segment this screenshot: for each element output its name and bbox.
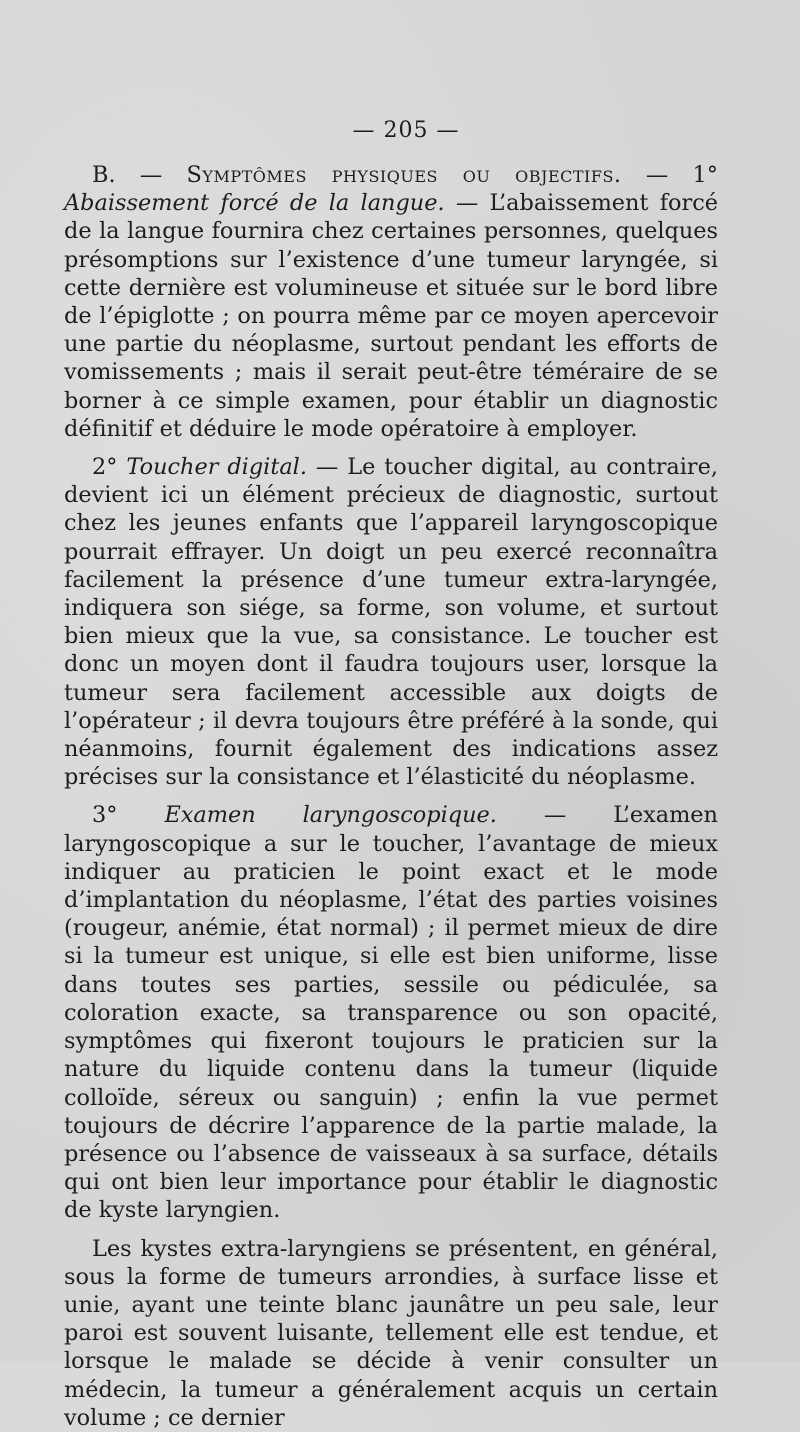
subsection-title: Examen laryngoscopique.	[164, 802, 497, 829]
subsection-title: Toucher digital.	[126, 454, 307, 481]
subsection-number: 1°	[692, 162, 718, 188]
dash: —	[115, 162, 187, 188]
paragraph-examen-laryngoscopique	[64, 801, 718, 1224]
page-number: — 205 —	[352, 118, 460, 143]
paragraph-text: L’examen laryngoscopique a sur le toucher, l’avantage de mieux indiquer au praticien le point exact et le mode d’implantation du néoplasme, l’état des parties voisines (rougeur, anémie, état normal) ; il permet mieux de dire si la tumeur est unique, si elle est bien uniforme, lisse dans toutes ses parties, sessile ou pédiculée, sa coloration exacte, sa transparence ou son opacité, symptômes qui fixeront toujours le praticien sur la nature du liquide contenu dans la tumeur (liquide colloïde, séreux ou sanguin) ; enfin la vue permet toujours de décrire l’apparence de la partie malade, la présence ou l’absence de vaisseaux à sa surface, détails qui ont bien leur importance pour établir le diagnostic de kyste laryngien.	[64, 802, 718, 1224]
dash: —	[444, 190, 490, 217]
section-heading: Symptômes physiques ou objectifs.	[186, 162, 622, 188]
paragraph-text: L’abaissement forcé de la langue fournira chez certaines personnes, quelques présomptions sur l’existence d’une tumeur laryngée, si cette dernière est volumineuse et située sur le bord libre de l’épiglotte ; on pourra même par ce moyen apercevoir une partie du néoplasme, surtout pendant les efforts de vomissements ; mais il serait peut-être téméraire de se borner à ce simple examen, pour établir un diagnostic définitif et déduire le mode opératoire à employer.	[64, 190, 718, 442]
subsection-number: 3°	[92, 802, 118, 829]
paragraph-section-b	[64, 161, 718, 443]
dash: —	[621, 162, 693, 188]
paragraph-text: Les kystes extra-laryngiens se présentent, en général, sous la forme de tumeurs arrondies, à surface lisse et unie, ayant une teinte blanc jaunâtre un peu sale, leur paroi est souvent luisante, tellement elle est tendue, et lorsque le malade se décide à venir consulter un médecin, la tumeur a généralement acquis un certain volume ; ce dernier	[64, 1235, 718, 1431]
paragraph-text: Le toucher digital, au contraire, devient ici un élément précieux de diagnostic, surtout chez les jeunes enfants que l’appareil laryngoscopique pourrait effrayer. Un doigt un peu exercé reconnaîtra facilement la présence d’une tumeur extra-laryngée, indiquera son siége, sa forme, son volume, et surtout bien mieux que la vue, sa consistance. Le toucher est donc un moyen dont il faudra toujours user, lorsque la tumeur sera facilement accessible aux doigts de l’opérateur ; il devra toujours être préféré à la sonde, qui néanmoins, fournit également des indications assez précises sur la consistance et l’élasticité du néoplasme.	[64, 454, 718, 791]
dash: —	[496, 802, 614, 829]
dash: —	[306, 454, 348, 481]
paragraph-toucher-digital	[64, 453, 718, 791]
subsection-number: 2°	[92, 454, 118, 481]
section-letter: B.	[92, 162, 116, 188]
paragraph-kystes	[64, 1235, 718, 1432]
subsection-title: Abaissement forcé de la langue.	[64, 190, 445, 217]
